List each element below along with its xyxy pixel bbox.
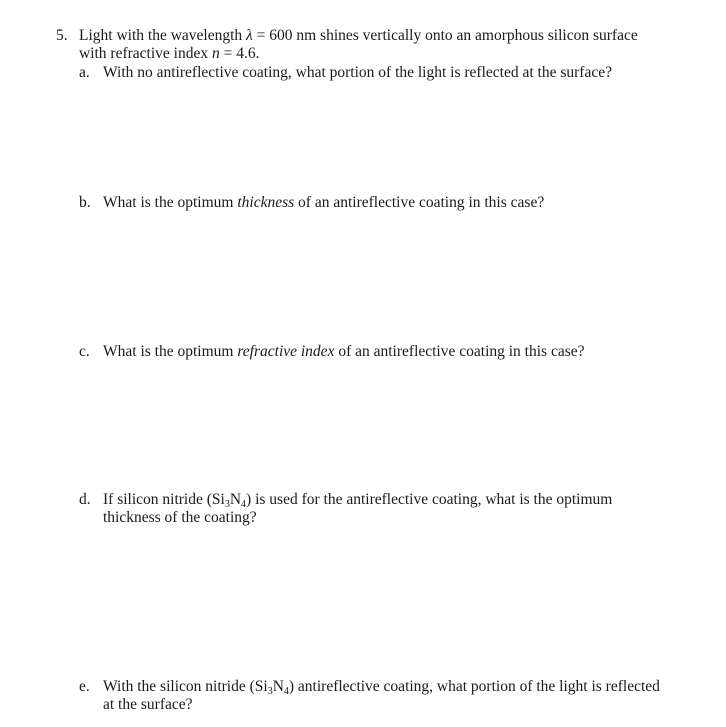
question-number: 5. [56,27,68,44]
part-d-text-after: ) is used for the antireflective coating, what is the optimum thickness of the coating? [103,491,613,526]
part-b-label: b. [79,194,91,211]
part-d-si-subscript: 3 [224,499,230,510]
intro-text-end: = 4.6. [219,45,260,62]
part-e-text-before: With the silicon nitride (Si [103,678,268,695]
n-symbol: n [211,45,220,62]
question-intro [79,27,659,63]
part-e-label: e. [79,678,90,695]
part-a-label: a. [79,64,90,81]
lambda-symbol: λ [246,27,253,44]
part-e-si-subscript: 3 [267,686,273,697]
part-e-n-element: N [272,678,284,695]
part-d-n-subscript: 4 [241,499,247,510]
part-d-label: d. [79,491,91,508]
part-e-n-subscript: 4 [283,686,289,697]
part-d-n-element: N [229,491,242,508]
part-c-text-before: What is the optimum [103,343,238,360]
part-c-text [103,343,663,361]
part-a-text: With no antireflective coating, what portion of the light is reflected at the surface? [103,64,612,81]
part-e-text-after: ) antireflective coating, what portion of the light is reflected at the surface? [103,678,660,713]
intro-wavelength-text: = 600 nm shines vertically onto an amorphous silicon surface with refractive index [79,27,638,62]
part-c-label: c. [79,343,90,360]
part-e-text [103,678,663,714]
part-d-text-before: If silicon nitride (Si [103,491,225,508]
part-b-text-before: What is the optimum [103,194,238,211]
part-c-text-after: of an antireflective coating in this case? [334,343,585,360]
part-b-text-after: of an antireflective coating in this case? [294,194,545,211]
intro-text-start: Light with the wavelength [79,27,247,44]
part-c-emphasis: refractive index [237,343,335,360]
part-b-text [103,194,663,212]
part-d-text [103,491,663,527]
part-b-emphasis: thickness [237,194,295,211]
